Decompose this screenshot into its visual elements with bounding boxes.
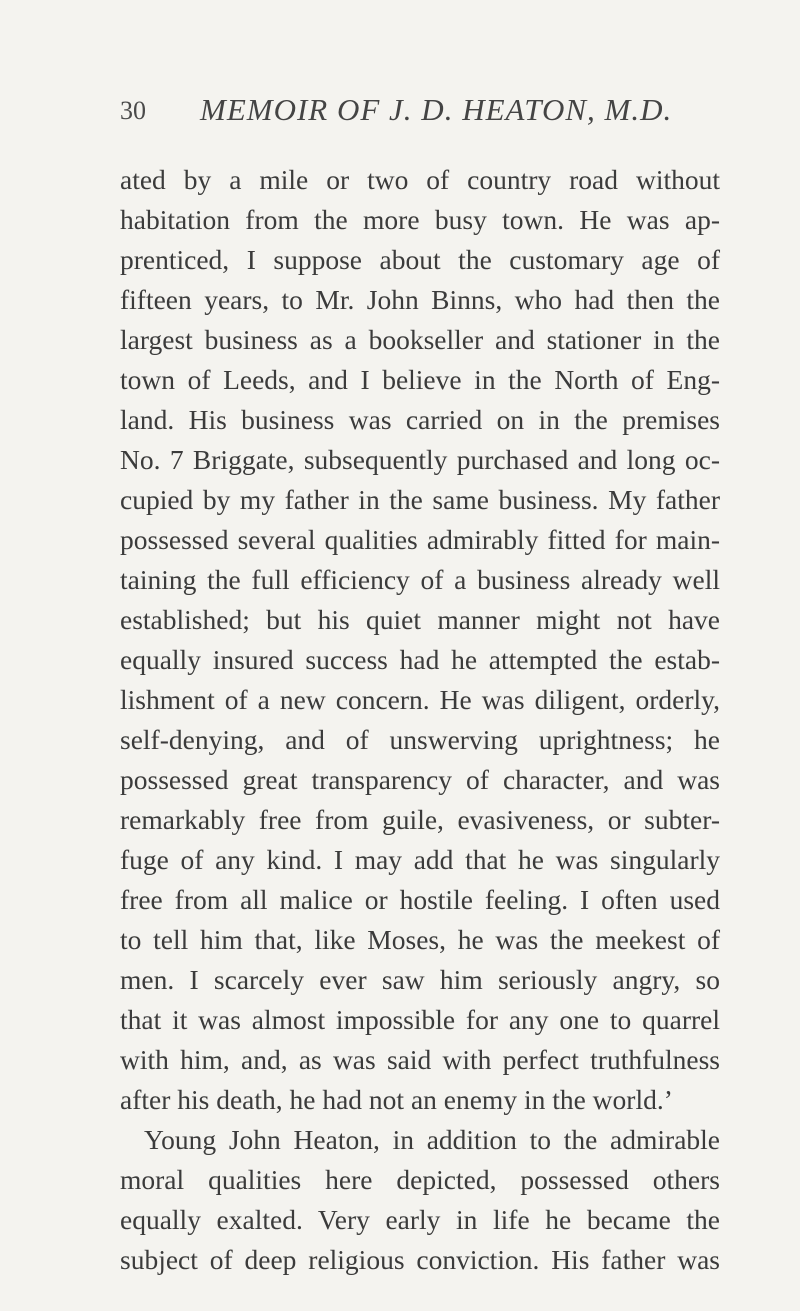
text-line: largest business as a bookseller and stationer in the <box>120 324 720 355</box>
text-line: with him, and, as was said with perfect truthfulness <box>120 1044 720 1075</box>
text-line: equally exalted. Very early in life he became the <box>120 1204 720 1235</box>
text-line: free from all malice or hostile feeling. I often used <box>120 884 720 915</box>
text-line: cupied by my father in the same business. My father <box>120 484 720 515</box>
text-line: moral qualities here depicted, possessed others <box>120 1164 720 1195</box>
text-line: Young John Heaton, in addition to the admirable <box>144 1124 720 1155</box>
text-line: lishment of a new concern. He was diligent, orderly, <box>120 684 720 715</box>
text-line: to tell him that, like Moses, he was the meekest of <box>120 924 720 955</box>
text-line: self-denying, and of unswerving uprightness; he <box>120 724 720 755</box>
text-line: fuge of any kind. I may add that he was singularly <box>120 844 720 875</box>
text-line: fifteen years, to Mr. John Binns, who had then the <box>120 284 720 315</box>
text-line: possessed great transparency of character, and was <box>120 764 720 795</box>
text-line: after his death, he had not an enemy in the world.’ <box>120 1084 673 1115</box>
running-title: MEMOIR OF J. D. HEATON, M.D. <box>200 92 673 127</box>
text-line: subject of deep religious conviction. His father was <box>120 1244 720 1275</box>
text-line: taining the full efficiency of a business already well <box>120 564 720 595</box>
text-line: that it was almost impossible for any one to quarrel <box>120 1004 720 1035</box>
text-line: ated by a mile or two of country road without <box>120 164 720 195</box>
text-line: established; but his quiet manner might not have <box>120 604 720 635</box>
text-line: possessed several qualities admirably fitted for main- <box>120 524 720 555</box>
text-line: prenticed, I suppose about the customary age of <box>120 244 720 275</box>
body-text <box>120 160 720 1280</box>
text-line: land. His business was carried on in the premises <box>120 404 720 435</box>
text-line: habitation from the more busy town. He was ap- <box>120 204 720 235</box>
text-line: town of Leeds, and I believe in the North of Eng- <box>120 364 720 395</box>
text-line: equally insured success had he attempted the estab- <box>120 644 720 675</box>
text-line: remarkably free from guile, evasiveness, or subter- <box>120 804 720 835</box>
running-header <box>120 92 740 136</box>
text-line: men. I scarcely ever saw him seriously angry, so <box>120 964 720 995</box>
page-number: 30 <box>120 96 146 125</box>
text-line: No. 7 Briggate, subsequently purchased and long oc- <box>120 444 720 475</box>
